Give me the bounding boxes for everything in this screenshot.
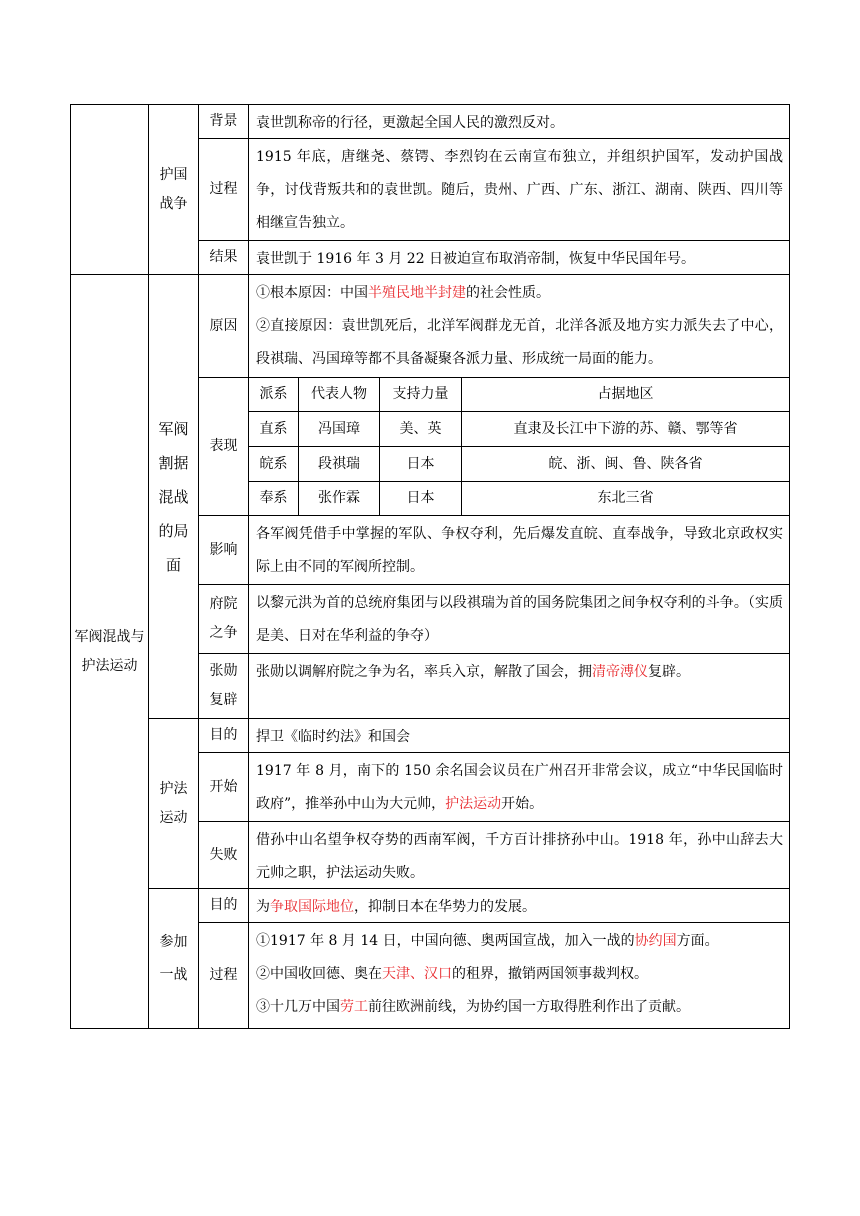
section-wwi bbox=[148, 888, 199, 1029]
text-result: 袁世凯于 1916 年 3 月 22 日被迫宣布取消帝制，恢复中华民国年号。 bbox=[248, 240, 790, 275]
th-faction: 派系 bbox=[248, 377, 299, 412]
table-row-feng-faction: 奉系 bbox=[248, 481, 299, 516]
text-fuyuan: 以黎元洪为首的总统府集团与以段祺瑞为首的国务院集团之间争权夺利的斗争。（实质是美、日对在华利益的争夺） bbox=[248, 584, 790, 654]
text-impact: 各军阀凭借手中掌握的军队、争权夺利，先后爆发直皖、直奉战争，导致北京政权实际上由不同的军阀所控制。 bbox=[248, 515, 790, 585]
table-row-wan-support: 日本 bbox=[379, 446, 462, 482]
table-row-zhi-support: 美、英 bbox=[379, 411, 462, 447]
section-warlords-text: 军阀割据混战的局面 bbox=[158, 419, 189, 574]
label-cause: 原因 bbox=[198, 274, 249, 378]
label-wwi-goal: 目的 bbox=[198, 888, 249, 923]
table-row-zhi-person: 冯国璋 bbox=[298, 411, 380, 447]
th-region: 占据地区 bbox=[461, 377, 790, 412]
label-fuyuan bbox=[198, 584, 249, 654]
text-process-1: 1915 年底，唐继尧、蔡锷、李烈钧在云南宣布独立，并组织护国军，发动护国战争，讨伐背叛共和的袁世凯。随后，贵州、广西、广东、浙江、湖南、陕西、四川等相继宣告独立。 bbox=[248, 138, 790, 241]
highlight-entente: 协约国 bbox=[634, 933, 677, 949]
text-cause bbox=[248, 274, 790, 378]
text-hufa-goal: 捍卫《临时约法》和国会 bbox=[248, 718, 790, 753]
label-zhangxun-text: 张勋复辟 bbox=[209, 663, 238, 708]
highlight-tianjin-hankou: 天津、汉口 bbox=[382, 966, 452, 982]
text-zhangxun: 张勋以调解府院之争为名，率兵入京，解散了国会，拥清帝溥仪复辟。 bbox=[248, 653, 790, 719]
text-wwi-goal: 为争取国际地位，抑制日本在华势力的发展。 bbox=[248, 888, 790, 923]
wwi-line-3: ③十几万中国劳工前往欧洲前线，为协约国一方取得胜利作出了贡献。 bbox=[256, 999, 690, 1015]
main-section-label-text: 军阀混战与护法运动 bbox=[74, 628, 145, 674]
highlight-semicolonial: 半殖民地半封建 bbox=[368, 285, 466, 301]
wwi-line-2: ②中国收回德、奥在天津、汉口的租界，撤销两国领事裁判权。 bbox=[256, 966, 648, 982]
label-performance: 表现 bbox=[198, 377, 249, 516]
table-row-feng-region: 东北三省 bbox=[461, 481, 790, 516]
label-hufa-start: 开始 bbox=[198, 752, 249, 822]
table-row-feng-support: 日本 bbox=[379, 481, 462, 516]
main-section-label bbox=[70, 274, 149, 1029]
highlight-laborers: 劳工 bbox=[340, 999, 368, 1015]
section-hufa-text: 护法运动 bbox=[159, 780, 188, 826]
label-zhangxun bbox=[198, 653, 249, 719]
cause-line-1: ①根本原因：中国半殖民地半封建的社会性质。 bbox=[256, 285, 550, 301]
wwi-line-1: ①1917 年 8 月 14 日，中国向德、奥两国宣战，加入一战的协约国方面。 bbox=[256, 933, 719, 949]
th-representative: 代表人物 bbox=[298, 377, 380, 412]
text-hufa-start: 1917 年 8 月，南下的 150 余名国会议员在广州召开非常会议，成立“中华民国临时政府”，推举孙中山为大元帅，护法运动开始。 bbox=[248, 752, 790, 822]
section-huguo bbox=[148, 104, 199, 275]
table-row-feng-person: 张作霖 bbox=[298, 481, 380, 516]
highlight-intl-status: 争取国际地位 bbox=[270, 899, 354, 915]
label-background: 背景 bbox=[198, 104, 249, 139]
text-hufa-fail: 借孙中山名望争权夺势的西南军阀，千方百计排挤孙中山。1918 年，孙中山辞去大元帅之职，护法运动失败。 bbox=[248, 821, 790, 889]
table-row-zhi-faction: 直系 bbox=[248, 411, 299, 447]
label-wwi-process: 过程 bbox=[198, 922, 249, 1029]
label-hufa-fail: 失败 bbox=[198, 821, 249, 889]
text-background: 袁世凯称帝的行径，更激起全国人民的激烈反对。 bbox=[248, 104, 790, 139]
label-hufa-goal: 目的 bbox=[198, 718, 249, 753]
label-process-1: 过程 bbox=[198, 138, 249, 241]
text-wwi-process bbox=[248, 922, 790, 1029]
table-row-wan-region: 皖、浙、闽、鲁、陕各省 bbox=[461, 446, 790, 482]
table-row-wan-person: 段祺瑞 bbox=[298, 446, 380, 482]
label-fuyuan-text: 府院之争 bbox=[209, 596, 238, 641]
th-support: 支持力量 bbox=[379, 377, 462, 412]
table-row-zhi-region: 直隶及长江中下游的苏、赣、鄂等省 bbox=[461, 411, 790, 447]
table-row-wan-faction: 皖系 bbox=[248, 446, 299, 482]
label-impact: 影响 bbox=[198, 515, 249, 585]
section-hufa bbox=[148, 718, 199, 889]
highlight-puyi: 清帝溥仪 bbox=[592, 664, 648, 680]
cause-line-2: ②直接原因：袁世凯死后，北洋军阀群龙无首，北洋各派及地方实力派失去了中心，段祺瑞、冯国璋等都不具备凝聚各派力量、形成统一局面的能力。 bbox=[256, 318, 783, 367]
section-wwi-text: 参加一战 bbox=[159, 933, 188, 983]
row1-col1-empty bbox=[70, 104, 149, 275]
highlight-hufa: 护法运动 bbox=[445, 796, 502, 812]
label-result: 结果 bbox=[198, 240, 249, 275]
section-warlords bbox=[148, 274, 199, 719]
section-huguo-text: 护国战争 bbox=[159, 166, 188, 212]
